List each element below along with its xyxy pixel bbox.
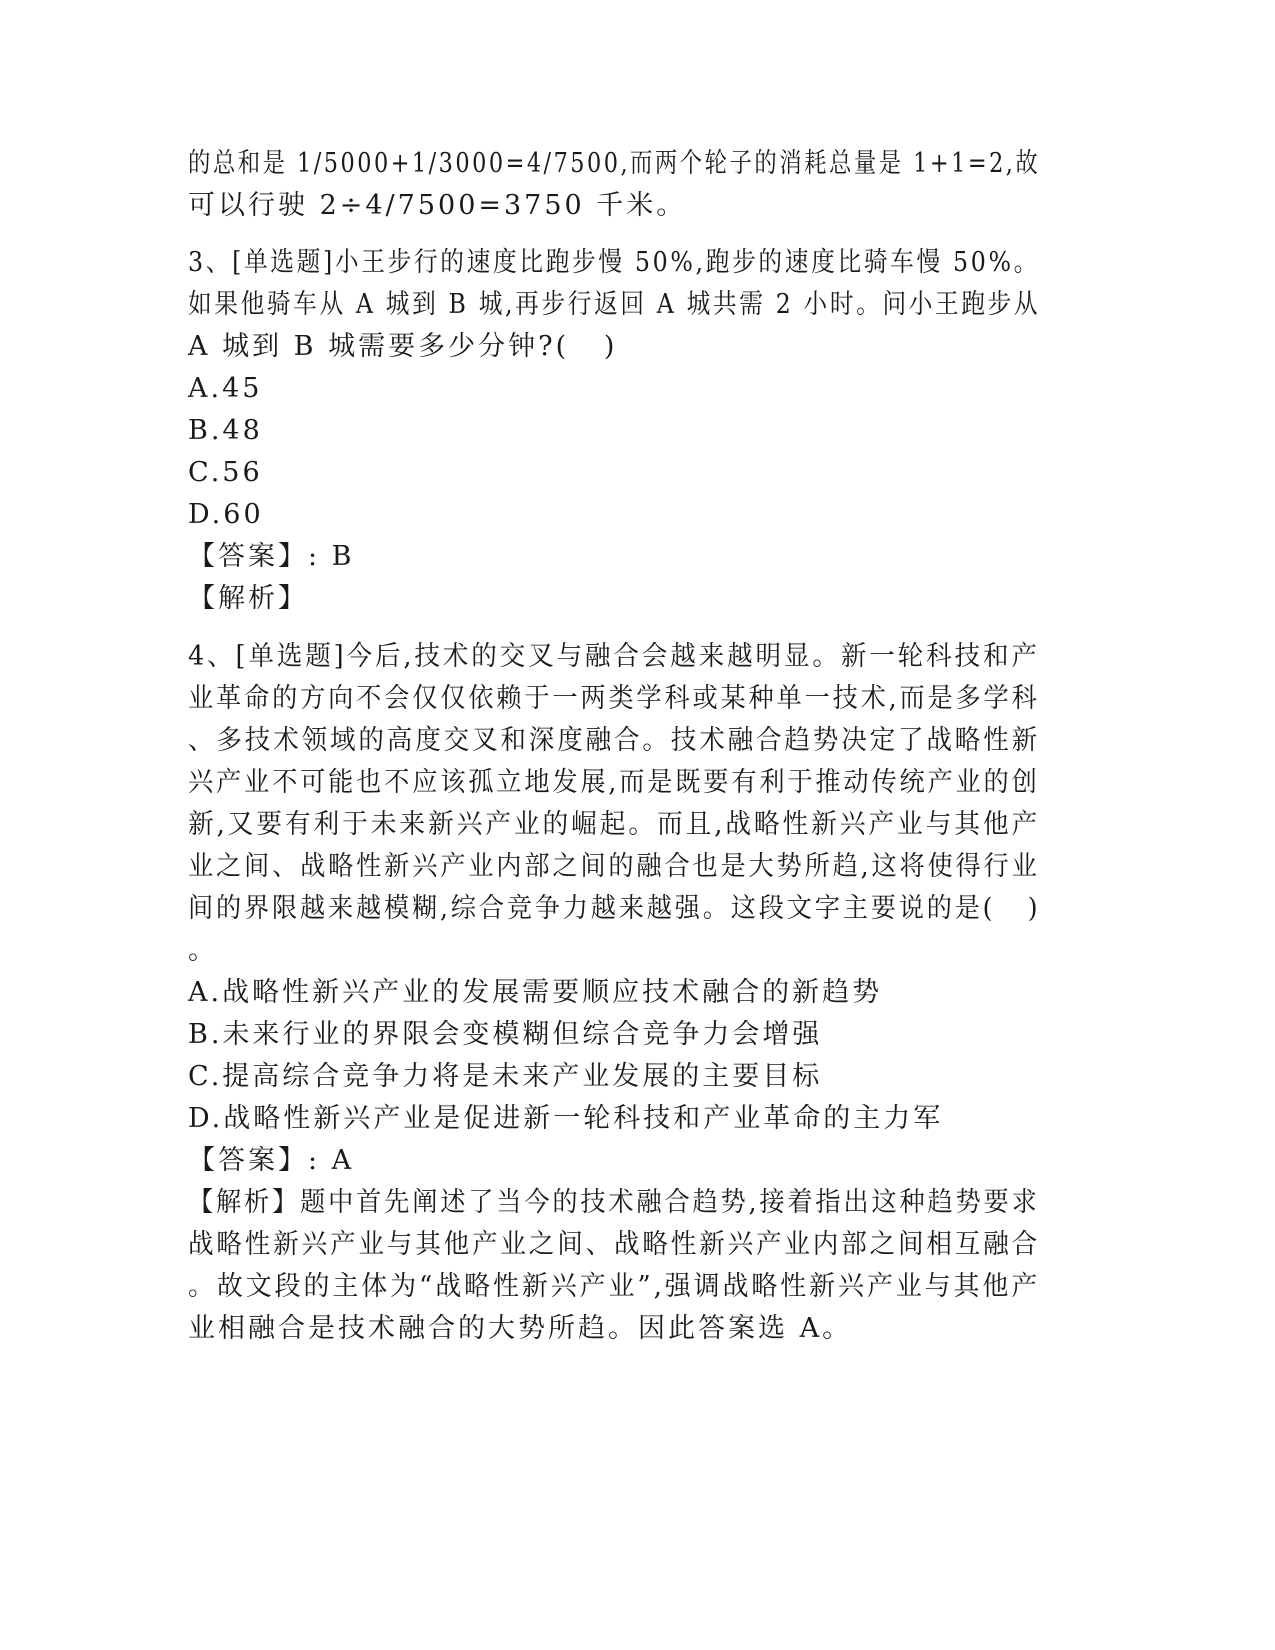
carryover-line-1: 的总和是 1/5000+1/3000=4/7500,而两个轮子的消耗总量是 1+1=2,故: [188, 148, 1041, 179]
q4-stem-line-1: 4、[单选题]今后,技术的交叉与融合会越来越明显。新一轮科技和产: [188, 641, 1040, 672]
q4-stem-line-5: 新,又要有利于未来新兴产业的崛起。而且,战略性新兴产业与其他产: [188, 809, 1041, 840]
q4-analysis-line-3: 。故文段的主体为“战略性新兴产业”,强调战略性新兴产业与其他产: [188, 1271, 1041, 1302]
q4-option-b: B.未来行业的界限会变模糊但综合竞争力会增强: [188, 1019, 823, 1050]
q3-option-c: C.56: [188, 457, 263, 488]
q4-stem-line-4: 兴产业不可能也不应该孤立地发展,而是既要有利于推动传统产业的创: [188, 767, 1040, 798]
q4-analysis-line-2: 战略性新兴产业与其他产业之间、战略性新兴产业内部之间相互融合: [188, 1229, 1040, 1260]
q3-stem-line-2: 如果他骑车从 A 城到 B 城,再步行返回 A 城共需 2 小时。问小王跑步从: [188, 289, 1041, 320]
q3-option-a: A.45: [188, 373, 263, 404]
q4-answer: 【答案】: A: [188, 1145, 355, 1176]
q4-stem-line-3: 、多技术领域的高度交叉和深度融合。技术融合趋势决定了战略性新: [188, 725, 1040, 756]
q3-analysis: 【解析】: [188, 583, 308, 614]
q4-option-a: A.战略性新兴产业的发展需要顺应技术融合的新趋势: [188, 977, 883, 1008]
q3-option-d: D.60: [188, 499, 264, 530]
q4-stem-line-7: 间的界限越来越模糊,综合竞争力越来越强。这段文字主要说的是( ): [188, 893, 1041, 924]
carryover-line-2: 可以行驶 2÷4/7500=3750 千米。: [188, 190, 687, 221]
q3-option-b: B.48: [188, 415, 263, 446]
q3-answer: 【答案】: B: [188, 541, 355, 572]
q4-stem-line-2: 业革命的方向不会仅仅依赖于一两类学科或某种单一技术,而是多学科: [188, 683, 1040, 714]
q3-stem-line-3: A 城到 B 城需要多少分钟?( ): [188, 331, 618, 362]
q3-stem-line-1: 3、[单选题]小王步行的速度比跑步慢 50%,跑步的速度比骑车慢 50%。: [188, 247, 1041, 278]
q4-option-d: D.战略性新兴产业是促进新一轮科技和产业革命的主力军: [188, 1103, 944, 1134]
q4-analysis-line-4: 业相融合是技术融合的大势所趋。因此答案选 A。: [188, 1313, 853, 1344]
q4-analysis-line-1: 【解析】题中首先阐述了当今的技术融合趋势,接着指出这种趋势要求: [188, 1187, 1040, 1218]
q4-option-c: C.提高综合竞争力将是未来产业发展的主要目标: [188, 1061, 823, 1092]
q4-stem-line-8: 。: [188, 935, 218, 966]
q4-stem-line-6: 业之间、战略性新兴产业内部之间的融合也是大势所趋,这将使得行业: [188, 851, 1040, 882]
